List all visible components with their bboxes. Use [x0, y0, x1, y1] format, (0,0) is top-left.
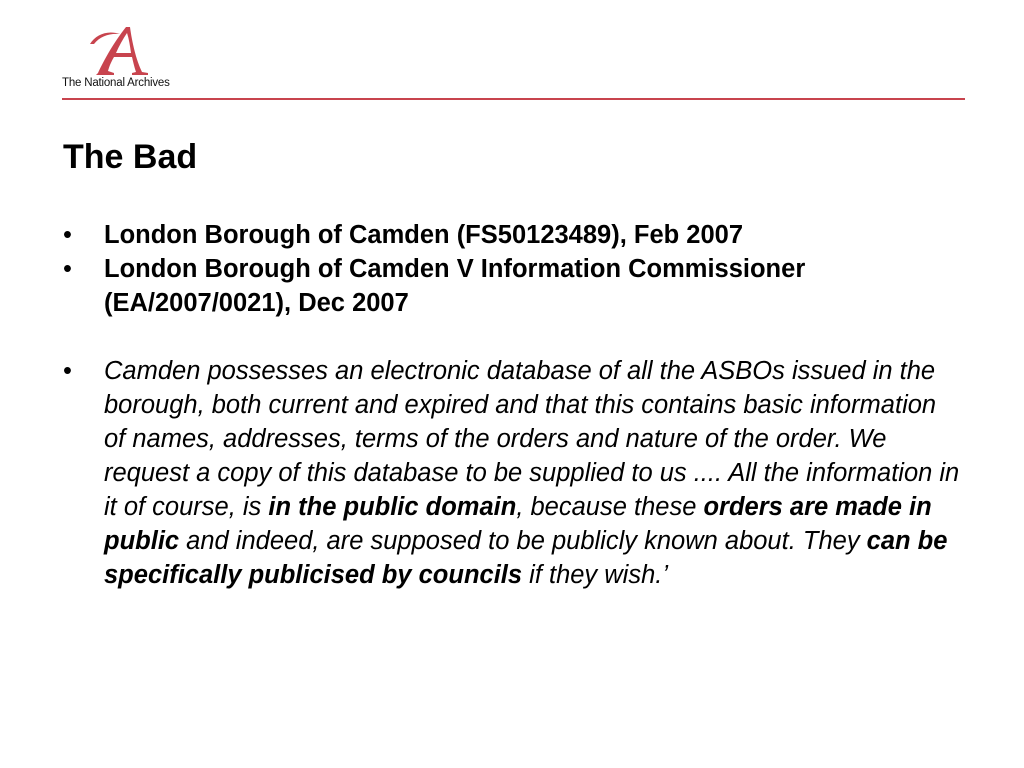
national-archives-logo — [62, 24, 192, 94]
quote-text: Camden possesses an electronic database of all the ASBOs issued in the borough, both current and expired and that this contains basic information of names, addresses, terms of the orders and nature of the order. We request a copy of this database to be supplied to us .... All the information in it of course, is in the public domain, because these orders are made in public and indeed, are supposed to be publicly known about. They can be specifically publicised by councils if they wish.’ — [104, 357, 960, 589]
slide-title: The Bad — [63, 138, 198, 176]
bullet-item — [63, 252, 963, 320]
bullet-dot: • — [63, 221, 72, 249]
spacer — [63, 320, 963, 354]
bullet-item — [63, 218, 963, 252]
bullet-dot: • — [63, 255, 72, 283]
quote-item — [63, 354, 963, 592]
bullet-dot: • — [63, 357, 72, 385]
logo-text: The National Archives — [62, 77, 170, 89]
archives-a-logo-icon — [90, 24, 152, 76]
header-divider — [62, 98, 965, 100]
bullet-text: London Borough of Camden (FS50123489), Feb 2007 — [104, 221, 744, 249]
bullet-text: London Borough of Camden V Information Commissioner (EA/2007/0021), Dec 2007 — [104, 255, 806, 317]
bullet-list — [63, 218, 963, 592]
